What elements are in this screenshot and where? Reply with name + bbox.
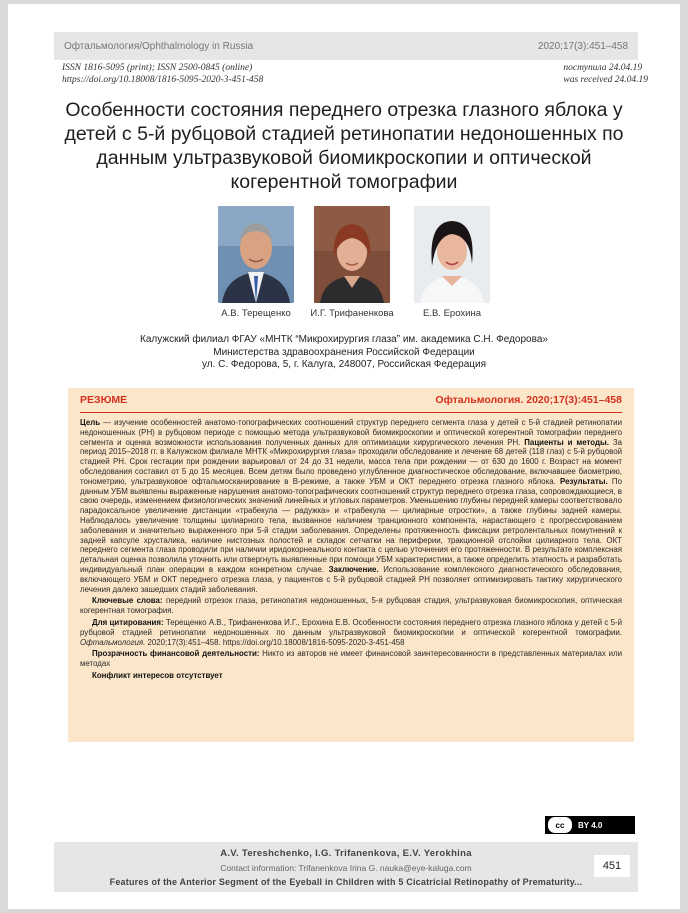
affiliation-line-2: Министерства здравоохранения Российской Федерации (213, 346, 475, 358)
abstract-body (80, 418, 622, 683)
abstract-heading: РЕЗЮМЕ (80, 394, 128, 406)
received-block (563, 62, 648, 86)
abstract-journal-ref: Офтальмология. 2020;17(3):451–458 (435, 394, 622, 406)
author-name-3: Е.В. Ерохина (423, 308, 481, 319)
issn-line: ISSN 1816-5095 (print); ISSN 2500-0845 (online) (62, 63, 253, 73)
author-photo-2 (314, 206, 390, 303)
aim-label: Цель (80, 418, 101, 427)
methods-label: Пациенты и методы. (524, 437, 609, 447)
author-photo-1 (218, 206, 294, 303)
article-title: Особенности состояния переднего отрезка глазного яблока у детей с 5-й рубцовой стадией ретинопатии недоношенных по данным ультразвуковой биомикроскопии и оптической когерентной томографии (64, 99, 624, 193)
doi-link[interactable]: https://doi.org/10.18008/1816-5095-2020-3-451-458 (62, 75, 264, 85)
footer-contact: Contact information: Trifanenkova Irina G. nauka@eye-kaluga.com (220, 863, 472, 873)
received-ru: поступила 24.04.19 (563, 63, 643, 73)
funding-label: Прозрачность финансовой деятельности: (92, 649, 260, 659)
funding-text: Никто из авторов не имеет финансовой заинтересованности в представленных материалах или методах (80, 649, 622, 669)
footer-title: Features of the Anterior Segment of the Eyeball in Children with 5 Cicatricial Retinopathy of Prematurity... (109, 877, 583, 887)
keywords-paragraph (80, 596, 622, 616)
journal-name: Офтальмология/Ophthalmology in Russia (64, 40, 254, 52)
abstract-main-paragraph (80, 418, 622, 594)
author-card-1 (218, 206, 294, 319)
header-citation: 2020;17(3):451–458 (537, 40, 628, 52)
abstract-box (68, 388, 634, 742)
running-footer (54, 842, 638, 892)
affiliation-line-3: ул. С. Федорова, 5, г. Калуга, 248007, Российская Федерация (201, 359, 487, 370)
methods-text: За период 2015–2018 гг. в Калужском филиале МНТК «Микрохирургия глаза» проходили обследование и лечение 68 детей (118 глаз) с 5-й рубцовой стадией РН. Срок гестации при рождении варьировал от 24 до 31 недели, масса тела при рождении — от 630 до 1600 г. Возраст на момент обследования составил от 5 до 15 месяцев. Всем детям было проведено углубленное диагностическое обследование, включавшее биометрию, тонометрию, ультразвуковое офтальмосканирование в В-режиме, а также УБМ и ОКТ переднего отрезка глазного яблока. (80, 437, 622, 486)
affiliation (60, 334, 628, 372)
running-header (54, 32, 638, 60)
author-photo-3 (414, 206, 490, 303)
cite-label: Для цитирования: (92, 617, 164, 627)
cite-text: Терещенко А.В., Трифаненкова И.Г., Ерохина Е.В. Особенности состояния переднего отрезка глазного яблока у детей с 5-й рубцовой стадией ретинопатии недоношенных по данным ультразвуковой биомикроскопии и оптической когерентной томографии. (80, 617, 622, 637)
cite-journal: Офтальмология. (80, 637, 146, 647)
conclusion-label: Заключение. (328, 564, 379, 574)
citation-paragraph (80, 618, 622, 647)
author-card-2 (310, 206, 394, 319)
results-label: Результаты. (560, 476, 608, 486)
abstract-header (80, 394, 622, 406)
aim-text: — изучение особенностей анатомо-топографических соотношений структур переднего сегмента глаза у детей с 5-й стадией ретинопатии недоношенных (РН) в рубцовом периоде с помощью метода ультразвуковой биомикроскопии и оптической когерентной томографии переднего сегмента и оценка возможности использования полученных данных для оптимизации хирургического лечения РН. (80, 418, 622, 447)
footer-authors: A.V. Tereshchenko, I.G. Trifanenkova, E.V. Yerokhina (220, 848, 472, 859)
abstract-divider (80, 412, 622, 413)
funding-paragraph (80, 649, 622, 669)
keywords-text: передний отрезок глаза, ретинопатия недоношенных, 5-я рубцовая стадия, ультразвуковая биомикроскопия, оптическая когерентная томография. (80, 596, 622, 616)
cc-license-badge[interactable] (545, 816, 635, 834)
page-number: 451 (594, 855, 630, 877)
conclusion-text: Использование комплексного диагностического обследования, включающего УБМ и ОКТ переднего отрезка глаза, у пациентов с 5-й рубцовой стадией РН позволяет оптимизировать тактику хирургического лечения далеко зашедших стадий заболевания. (80, 564, 622, 594)
cc-license-text: BY 4.0 (578, 820, 603, 830)
cc-icon: cc (548, 817, 572, 833)
author-name-2: И.Г. Трифаненкова (310, 308, 394, 319)
conflict-paragraph (80, 671, 622, 681)
issn-doi-block (62, 62, 263, 86)
cite-tail: 2020;17(3):451–458. https://doi.org/10.18008/1816-5095-2020-3-451-458 (145, 637, 405, 647)
received-en: was received 24.04.19 (563, 75, 648, 85)
conflict-label: Конфликт интересов отсутствует (92, 670, 223, 680)
keywords-label: Ключевые слова: (92, 596, 163, 606)
author-card-3 (414, 206, 490, 319)
author-name-1: А.В. Терещенко (221, 308, 291, 319)
affiliation-line-1: Калужский филиал ФГАУ «МНТК “Микрохирургия глаза” им. академика С.Н. Федорова» (140, 334, 548, 345)
results-text: По данным УБМ выявлены выраженные нарушения анатомо-топографических соотношений структур переднего отрезка глаза, сопровождающиеся, в свою очередь, изменением физиологических значений линейных и угловых параметров. Уменьшению глубины передней камеры соответствовало парадоксальное увеличение дистанции «трабекула — радужка» и «трабекула — цилиарные отростки», а также глубины задней камеры. Наблюдалось увеличение толщины цилиарного тела, вызванное наличием транционного компонента, нарастающего с прогрессированием заболевания и значительно выраженного при 5-й стадии заболевания. Определены протяженность фиксации ретролентальных помутнений к задней капсуле хрусталика, наличие нистозных полостей и складок сетчатки на периферии, тракционной отслойки цилиарного тела. ОКТ переднего сегмента глаза проводили при наличии иридокорнеального контакта с целью уточнения его протяженности. В результате комплексная детальная оценка позволила уточнить или отвергнуть выявленные при помощи УБМ характеристики, а также определить этапность и разработать индивидуальный план операции в каждом конкретном случае. (80, 476, 622, 574)
